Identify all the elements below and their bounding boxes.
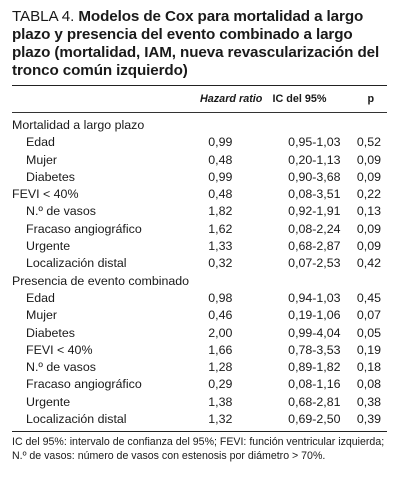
row-p-value: 0,09 [356, 169, 381, 184]
row-ic95 [272, 273, 348, 290]
table-row [12, 359, 387, 376]
row-ic95: 0,08-3,51 [288, 187, 341, 202]
row-variable: FEVI < 40% [12, 187, 79, 202]
table-row [12, 255, 387, 272]
row-hazard-ratio: 0,98 [208, 290, 233, 305]
row-ic95: 0,08-2,24 [288, 221, 341, 236]
row-ic95: 0,92-1,91 [288, 204, 341, 219]
row-variable: Presencia de evento combinado [12, 273, 190, 288]
row-p-value [349, 113, 387, 134]
row-variable: N.º de vasos [26, 204, 96, 219]
row-p-value: 0,09 [356, 239, 381, 254]
row-hazard-ratio: 1,66 [208, 342, 233, 357]
row-p-value: 0,18 [356, 360, 381, 375]
table-row [12, 152, 387, 169]
row-variable: Localización distal [26, 412, 127, 427]
row-hazard-ratio [189, 273, 272, 290]
row-p-value: 0,38 [356, 394, 381, 409]
row-ic95: 0,90-3,68 [288, 169, 341, 184]
header-ic95: IC del 95% [272, 93, 327, 105]
table-row [12, 273, 387, 290]
row-ic95: 0,95-1,03 [288, 135, 341, 150]
row-p-value: 0,09 [356, 221, 381, 236]
table-row [12, 169, 387, 186]
row-ic95: 0,08-1,16 [288, 377, 341, 392]
header-variable [12, 86, 189, 112]
row-hazard-ratio: 0,48 [208, 152, 233, 167]
row-hazard-ratio: 0,48 [208, 187, 233, 202]
row-ic95 [272, 113, 348, 134]
table-row [12, 203, 387, 220]
row-ic95: 0,69-2,50 [288, 412, 341, 427]
row-variable: Localización distal [26, 256, 127, 271]
row-variable: Fracaso angiográfico [26, 377, 142, 392]
table-row [12, 411, 387, 428]
row-p-value: 0,45 [356, 290, 381, 305]
row-variable: Mujer [26, 308, 57, 323]
row-hazard-ratio: 1,38 [208, 394, 233, 409]
table-row [12, 113, 387, 134]
row-hazard-ratio: 1,82 [208, 204, 233, 219]
row-variable: N.º de vasos [26, 360, 96, 375]
row-variable: Mujer [26, 152, 57, 167]
table-row [12, 290, 387, 307]
header-p: p [367, 93, 375, 105]
table-row [12, 394, 387, 411]
row-p-value: 0,52 [356, 135, 381, 150]
row-ic95: 0,99-4,04 [288, 325, 341, 340]
row-p-value [349, 273, 387, 290]
row-p-value: 0,22 [356, 187, 381, 202]
table-body [12, 113, 387, 428]
table-caption [12, 8, 387, 80]
table-row [12, 238, 387, 255]
row-hazard-ratio: 1,62 [208, 221, 233, 236]
table-row [12, 376, 387, 393]
row-hazard-ratio: 1,28 [208, 360, 233, 375]
table-row [12, 342, 387, 359]
row-p-value: 0,19 [356, 342, 381, 357]
row-ic95: 0,68-2,81 [288, 394, 341, 409]
table-row [12, 307, 387, 324]
row-p-value: 0,07 [356, 308, 381, 323]
table-footnote: IC del 95%: intervalo de confianza del 95%; FEVI: función ventricular izquierda; N.º de vasos: número de vasos con estenosis por diámetro > 70%. [12, 431, 387, 463]
row-hazard-ratio: 0,99 [208, 135, 233, 150]
row-ic95: 0,68-2,87 [288, 239, 341, 254]
row-variable: FEVI < 40% [26, 342, 93, 357]
row-ic95: 0,07-2,53 [288, 256, 341, 271]
row-p-value: 0,09 [356, 152, 381, 167]
row-hazard-ratio [189, 113, 272, 134]
row-variable: Diabetes [26, 325, 75, 340]
table-row [12, 134, 387, 151]
row-variable: Mortalidad a largo plazo [12, 118, 145, 132]
header-hazard-ratio: Hazard ratio [199, 93, 263, 105]
row-hazard-ratio: 0,99 [208, 169, 233, 184]
row-hazard-ratio: 1,32 [208, 412, 233, 427]
row-ic95: 0,94-1,03 [288, 290, 341, 305]
cox-model-table [12, 86, 387, 428]
row-hazard-ratio: 2,00 [208, 325, 233, 340]
table-row [12, 221, 387, 238]
row-variable: Fracaso angiográfico [26, 221, 142, 236]
row-ic95: 0,78-3,53 [288, 342, 341, 357]
row-hazard-ratio: 1,33 [208, 239, 233, 254]
row-hazard-ratio: 0,46 [208, 308, 233, 323]
table-row [12, 186, 387, 203]
row-ic95: 0,20-1,13 [288, 152, 341, 167]
row-variable: Urgente [26, 394, 71, 409]
row-p-value: 0,05 [356, 325, 381, 340]
row-variable: Edad [26, 290, 55, 305]
header-row [12, 86, 387, 112]
row-hazard-ratio: 0,32 [208, 256, 233, 271]
row-ic95: 0,89-1,82 [288, 360, 341, 375]
table-row [12, 325, 387, 342]
table-number: TABLA 4. [12, 8, 75, 25]
row-p-value: 0,42 [356, 256, 381, 271]
row-variable: Diabetes [26, 169, 75, 184]
row-p-value: 0,39 [356, 412, 381, 427]
row-p-value: 0,08 [356, 377, 381, 392]
row-variable: Edad [26, 135, 55, 150]
row-hazard-ratio: 0,29 [208, 377, 233, 392]
row-variable: Urgente [26, 239, 71, 254]
row-ic95: 0,19-1,06 [288, 308, 341, 323]
table-title: Modelos de Cox para mortalidad a largo plazo y presencia del evento combinado a largo plazo (mortalidad, IAM, nueva revascularización del tronco común izquierdo) [12, 8, 380, 79]
row-p-value: 0,13 [356, 204, 381, 219]
